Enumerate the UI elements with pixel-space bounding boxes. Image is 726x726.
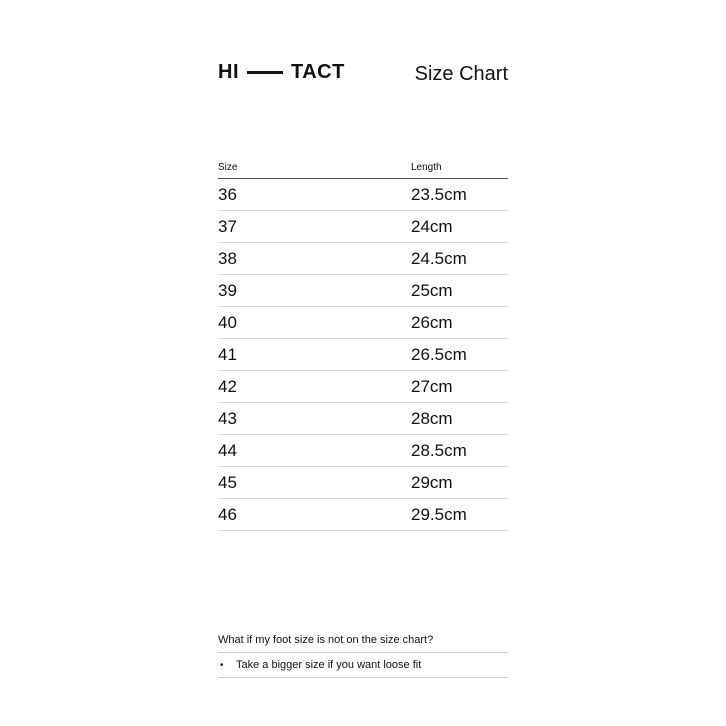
length-cell: 27cm xyxy=(411,376,453,396)
table-row xyxy=(218,307,508,339)
brand-logo-dash xyxy=(247,71,283,74)
table-row xyxy=(218,243,508,275)
length-cell: 29.5cm xyxy=(411,504,467,524)
size-cell: 38 xyxy=(218,248,237,268)
size-cell: 41 xyxy=(218,344,237,364)
size-cell: 37 xyxy=(218,216,237,236)
header xyxy=(218,58,508,92)
table-row xyxy=(218,179,508,211)
size-cell: 40 xyxy=(218,312,237,332)
table-row xyxy=(218,435,508,467)
bullet-icon: • xyxy=(220,659,224,671)
table-header xyxy=(218,158,508,179)
size-cell: 44 xyxy=(218,440,237,460)
length-cell: 29cm xyxy=(411,472,453,492)
table-row xyxy=(218,403,508,435)
size-cell: 36 xyxy=(218,184,237,204)
page-title: Size Chart xyxy=(414,63,508,85)
table-row xyxy=(218,211,508,243)
length-cell: 28cm xyxy=(411,408,453,428)
table-row xyxy=(218,339,508,371)
brand-logo-right: TACT xyxy=(291,61,345,83)
length-cell: 26cm xyxy=(411,312,453,332)
size-table xyxy=(218,158,508,531)
table-row xyxy=(218,371,508,403)
table-row xyxy=(218,499,508,531)
faq-question: What if my foot size is not on the size chart? xyxy=(218,632,508,653)
brand-logo xyxy=(218,61,345,83)
table-row xyxy=(218,275,508,307)
size-cell: 43 xyxy=(218,408,237,428)
size-cell: 46 xyxy=(218,504,237,524)
column-header-length: Length xyxy=(411,162,442,173)
column-header-size: Size xyxy=(218,162,238,173)
length-cell: 23.5cm xyxy=(411,184,467,204)
length-cell: 24cm xyxy=(411,216,453,236)
length-cell: 26.5cm xyxy=(411,344,467,364)
faq-answer-text: Take a bigger size if you want loose fit xyxy=(236,659,422,671)
faq-section xyxy=(218,632,508,678)
table-row xyxy=(218,467,508,499)
size-cell: 42 xyxy=(218,376,237,396)
length-cell: 25cm xyxy=(411,280,453,300)
size-cell: 45 xyxy=(218,472,237,492)
faq-answer-item xyxy=(218,653,508,678)
length-cell: 28.5cm xyxy=(411,440,467,460)
length-cell: 24.5cm xyxy=(411,248,467,268)
brand-logo-left: HI xyxy=(218,61,239,83)
size-cell: 39 xyxy=(218,280,237,300)
